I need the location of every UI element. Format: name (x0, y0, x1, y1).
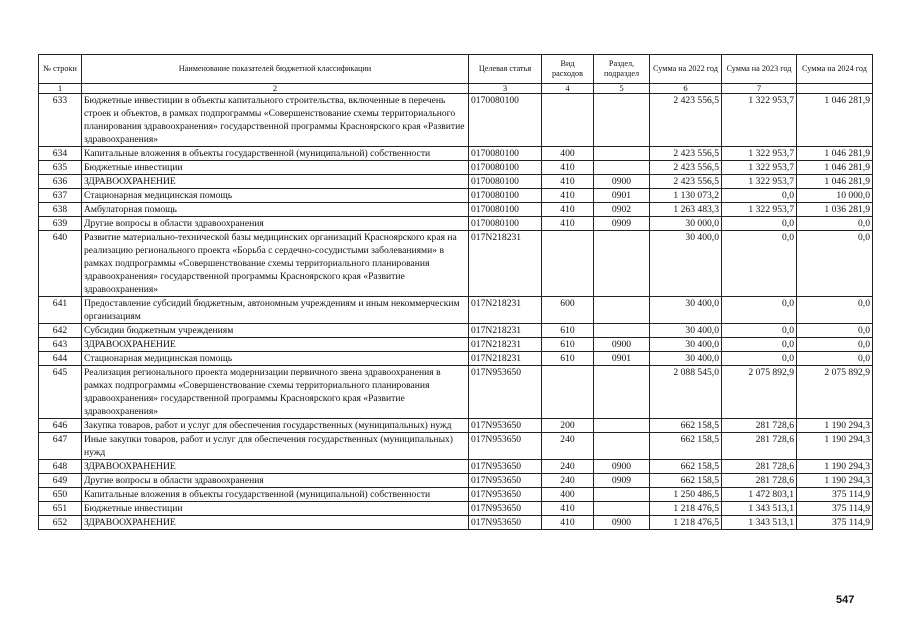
table-row (39, 324, 873, 338)
expense-type: 600 (542, 297, 594, 324)
sum-2023: 1 322 953,7 (722, 161, 797, 175)
sum-2024: 0,0 (797, 217, 873, 231)
sum-2022: 30 400,0 (650, 324, 722, 338)
target-article: 017N953650 (469, 474, 542, 488)
indicator-name: Амбулаторная помощь (82, 203, 469, 217)
sum-2024: 0,0 (797, 231, 873, 297)
column-number: 1 (39, 84, 82, 94)
header-sum-2023: Сумма на 2023 год (722, 55, 797, 84)
table-row (39, 217, 873, 231)
indicator-name: Бюджетные инвестиции в объекты капитального строительства, включенные в перечень строек и объектов, в рамках подпрограммы «Совершенствование схемы территориального планирования здравоохранения» государственной программы Красноярского края «Развитие здравоохранения» (82, 94, 469, 147)
target-article: 0170080100 (469, 161, 542, 175)
indicator-name: ЗДРАВООХРАНЕНИЕ (82, 460, 469, 474)
sum-2024: 10 000,0 (797, 189, 873, 203)
indicator-name: Развитие материально-технической базы медицинских организаций Красноярского края на реализацию регионального проекта «Борьба с сердечно-сосудистыми заболеваниями» в рамках подпрограммы «Совершенствование схемы территориального планирования здравоохранения» государственной программы Красноярского края «Развитие здравоохранения» (82, 231, 469, 297)
header-indicator-name: Наименование показателей бюджетной классификации (82, 55, 469, 84)
sum-2022: 1 263 483,3 (650, 203, 722, 217)
section-code: 0909 (594, 217, 650, 231)
row-number: 644 (39, 352, 82, 366)
sum-2023: 0,0 (722, 324, 797, 338)
sum-2024: 0,0 (797, 338, 873, 352)
section-code (594, 488, 650, 502)
target-article: 017N218231 (469, 231, 542, 297)
indicator-name: Стационарная медицинская помощь (82, 189, 469, 203)
sum-2022: 1 130 073,2 (650, 189, 722, 203)
indicator-name: Капитальные вложения в объекты государственной (муниципальной) собственности (82, 147, 469, 161)
table-row (39, 161, 873, 175)
sum-2024: 2 075 892,9 (797, 366, 873, 419)
column-number: 3 (469, 84, 542, 94)
sum-2022: 662 158,5 (650, 419, 722, 433)
sum-2023: 2 075 892,9 (722, 366, 797, 419)
target-article: 017N953650 (469, 516, 542, 530)
row-number: 646 (39, 419, 82, 433)
indicator-name: Бюджетные инвестиции (82, 502, 469, 516)
target-article: 017N953650 (469, 366, 542, 419)
indicator-name: Другие вопросы в области здравоохранения (82, 474, 469, 488)
sum-2023: 0,0 (722, 297, 797, 324)
sum-2024: 1 190 294,3 (797, 433, 873, 460)
table-row (39, 488, 873, 502)
sum-2022: 662 158,5 (650, 474, 722, 488)
row-number: 638 (39, 203, 82, 217)
indicator-name: Реализация регионального проекта модернизации первичного звена здравоохранения в рамках подпрограммы «Совершенствование схемы территориального планирования здравоохранения» государственной программы Красноярского края «Развитие здравоохранения» (82, 366, 469, 419)
sum-2022: 1 218 476,5 (650, 516, 722, 530)
table-row (39, 516, 873, 530)
expense-type: 240 (542, 460, 594, 474)
table-row (39, 297, 873, 324)
table-row (39, 419, 873, 433)
column-number (797, 84, 873, 94)
sum-2024: 1 046 281,9 (797, 161, 873, 175)
sum-2022: 30 000,0 (650, 217, 722, 231)
expense-type: 410 (542, 516, 594, 530)
column-number: 4 (542, 84, 594, 94)
expense-type: 240 (542, 433, 594, 460)
sum-2022: 2 423 556,5 (650, 147, 722, 161)
sum-2024: 1 046 281,9 (797, 147, 873, 161)
target-article: 017N953650 (469, 460, 542, 474)
section-code: 0901 (594, 352, 650, 366)
header-sum-2022: Сумма на 2022 год (650, 55, 722, 84)
section-code (594, 502, 650, 516)
column-number-row (39, 84, 873, 94)
table-row (39, 203, 873, 217)
table-row (39, 433, 873, 460)
target-article: 0170080100 (469, 175, 542, 189)
row-number: 649 (39, 474, 82, 488)
sum-2024: 1 046 281,9 (797, 175, 873, 189)
indicator-name: Капитальные вложения в объекты государственной (муниципальной) собственности (82, 488, 469, 502)
section-code: 0900 (594, 460, 650, 474)
row-number: 635 (39, 161, 82, 175)
expense-type: 200 (542, 419, 594, 433)
expense-type: 410 (542, 203, 594, 217)
sum-2023: 1 322 953,7 (722, 175, 797, 189)
sum-2024: 1 036 281,9 (797, 203, 873, 217)
indicator-name: Бюджетные инвестиции (82, 161, 469, 175)
sum-2022: 662 158,5 (650, 433, 722, 460)
target-article: 017N218231 (469, 324, 542, 338)
header-row-number: № строки (39, 55, 82, 84)
table-row (39, 352, 873, 366)
indicator-name: ЗДРАВООХРАНЕНИЕ (82, 516, 469, 530)
table-body (39, 94, 873, 530)
section-code (594, 366, 650, 419)
row-number: 640 (39, 231, 82, 297)
sum-2022: 662 158,5 (650, 460, 722, 474)
row-number: 639 (39, 217, 82, 231)
sum-2022: 30 400,0 (650, 338, 722, 352)
target-article: 017N953650 (469, 419, 542, 433)
row-number: 645 (39, 366, 82, 419)
row-number: 634 (39, 147, 82, 161)
row-number: 633 (39, 94, 82, 147)
sum-2022: 30 400,0 (650, 297, 722, 324)
expense-type: 240 (542, 474, 594, 488)
section-code: 0902 (594, 203, 650, 217)
table-row (39, 366, 873, 419)
expense-type: 400 (542, 147, 594, 161)
sum-2023: 1 472 803,1 (722, 488, 797, 502)
sum-2023: 1 322 953,7 (722, 203, 797, 217)
section-code: 0909 (594, 474, 650, 488)
sum-2023: 281 728,6 (722, 460, 797, 474)
row-number: 648 (39, 460, 82, 474)
indicator-name: Закупка товаров, работ и услуг для обеспечения государственных (муниципальных) нужд (82, 419, 469, 433)
target-article: 017N218231 (469, 297, 542, 324)
sum-2024: 0,0 (797, 297, 873, 324)
column-number: 2 (82, 84, 469, 94)
table-row (39, 175, 873, 189)
sum-2023: 1 322 953,7 (722, 94, 797, 147)
sum-2023: 1 322 953,7 (722, 147, 797, 161)
sum-2023: 281 728,6 (722, 474, 797, 488)
indicator-name: Предоставление субсидий бюджетным, автономным учреждениям и иным некоммерческим организациям (82, 297, 469, 324)
sum-2022: 2 423 556,5 (650, 175, 722, 189)
section-code: 0900 (594, 516, 650, 530)
target-article: 017N953650 (469, 488, 542, 502)
sum-2023: 0,0 (722, 189, 797, 203)
sum-2024: 375 114,9 (797, 502, 873, 516)
expense-type: 410 (542, 217, 594, 231)
section-code (594, 231, 650, 297)
expense-type: 610 (542, 352, 594, 366)
header-sum-2024: Сумма на 2024 год (797, 55, 873, 84)
section-code (594, 324, 650, 338)
section-code (594, 147, 650, 161)
target-article: 017N218231 (469, 338, 542, 352)
row-number: 636 (39, 175, 82, 189)
row-number: 643 (39, 338, 82, 352)
budget-table (38, 54, 873, 530)
sum-2024: 1 190 294,3 (797, 460, 873, 474)
target-article: 017N953650 (469, 502, 542, 516)
section-code: 0900 (594, 338, 650, 352)
sum-2022: 2 423 556,5 (650, 94, 722, 147)
indicator-name: ЗДРАВООХРАНЕНИЕ (82, 338, 469, 352)
sum-2023: 281 728,6 (722, 419, 797, 433)
table-header (39, 55, 873, 94)
sum-2022: 30 400,0 (650, 352, 722, 366)
table-row (39, 189, 873, 203)
section-code (594, 419, 650, 433)
column-number: 6 (650, 84, 722, 94)
sum-2024: 1 190 294,3 (797, 474, 873, 488)
section-code (594, 433, 650, 460)
table-row (39, 94, 873, 147)
expense-type: 400 (542, 488, 594, 502)
sum-2023: 0,0 (722, 352, 797, 366)
target-article: 0170080100 (469, 217, 542, 231)
indicator-name: ЗДРАВООХРАНЕНИЕ (82, 175, 469, 189)
row-number: 650 (39, 488, 82, 502)
sum-2023: 1 343 513,1 (722, 516, 797, 530)
expense-type: 610 (542, 324, 594, 338)
sum-2024: 375 114,9 (797, 488, 873, 502)
table-row (39, 460, 873, 474)
sum-2022: 30 400,0 (650, 231, 722, 297)
indicator-name: Иные закупки товаров, работ и услуг для обеспечения государственных (муниципальных) нужд (82, 433, 469, 460)
indicator-name: Субсидии бюджетным учреждениям (82, 324, 469, 338)
section-code: 0901 (594, 189, 650, 203)
target-article: 0170080100 (469, 189, 542, 203)
sum-2024: 0,0 (797, 324, 873, 338)
row-number: 651 (39, 502, 82, 516)
sum-2022: 2 423 556,5 (650, 161, 722, 175)
expense-type: 410 (542, 161, 594, 175)
section-code (594, 161, 650, 175)
sum-2022: 2 088 545,0 (650, 366, 722, 419)
sum-2023: 0,0 (722, 217, 797, 231)
expense-type: 410 (542, 175, 594, 189)
table-row (39, 338, 873, 352)
target-article: 017N953650 (469, 433, 542, 460)
column-number: 5 (594, 84, 650, 94)
table-row (39, 231, 873, 297)
section-code (594, 94, 650, 147)
sum-2024: 0,0 (797, 352, 873, 366)
row-number: 642 (39, 324, 82, 338)
target-article: 0170080100 (469, 94, 542, 147)
indicator-name: Другие вопросы в области здравоохранения (82, 217, 469, 231)
expense-type (542, 94, 594, 147)
expense-type (542, 366, 594, 419)
column-number: 7 (722, 84, 797, 94)
expense-type: 410 (542, 189, 594, 203)
sum-2022: 1 250 486,5 (650, 488, 722, 502)
expense-type: 410 (542, 502, 594, 516)
header-target-article: Целевая статья (469, 55, 542, 84)
indicator-name: Стационарная медицинская помощь (82, 352, 469, 366)
expense-type: 610 (542, 338, 594, 352)
header-section: Раздел, подраздел (594, 55, 650, 84)
table-row (39, 502, 873, 516)
sum-2022: 1 218 476,5 (650, 502, 722, 516)
table-row (39, 474, 873, 488)
row-number: 647 (39, 433, 82, 460)
sum-2023: 281 728,6 (722, 433, 797, 460)
sum-2024: 1 190 294,3 (797, 419, 873, 433)
target-article: 017N218231 (469, 352, 542, 366)
page-number: 547 (836, 594, 855, 606)
sum-2023: 0,0 (722, 231, 797, 297)
sum-2023: 1 343 513,1 (722, 502, 797, 516)
expense-type (542, 231, 594, 297)
header-expense-type: Вид расходов (542, 55, 594, 84)
section-code (594, 297, 650, 324)
sum-2023: 0,0 (722, 338, 797, 352)
target-article: 0170080100 (469, 203, 542, 217)
section-code: 0900 (594, 175, 650, 189)
sum-2024: 375 114,9 (797, 516, 873, 530)
row-number: 641 (39, 297, 82, 324)
row-number: 652 (39, 516, 82, 530)
table-row (39, 147, 873, 161)
target-article: 0170080100 (469, 147, 542, 161)
sum-2024: 1 046 281,9 (797, 94, 873, 147)
row-number: 637 (39, 189, 82, 203)
